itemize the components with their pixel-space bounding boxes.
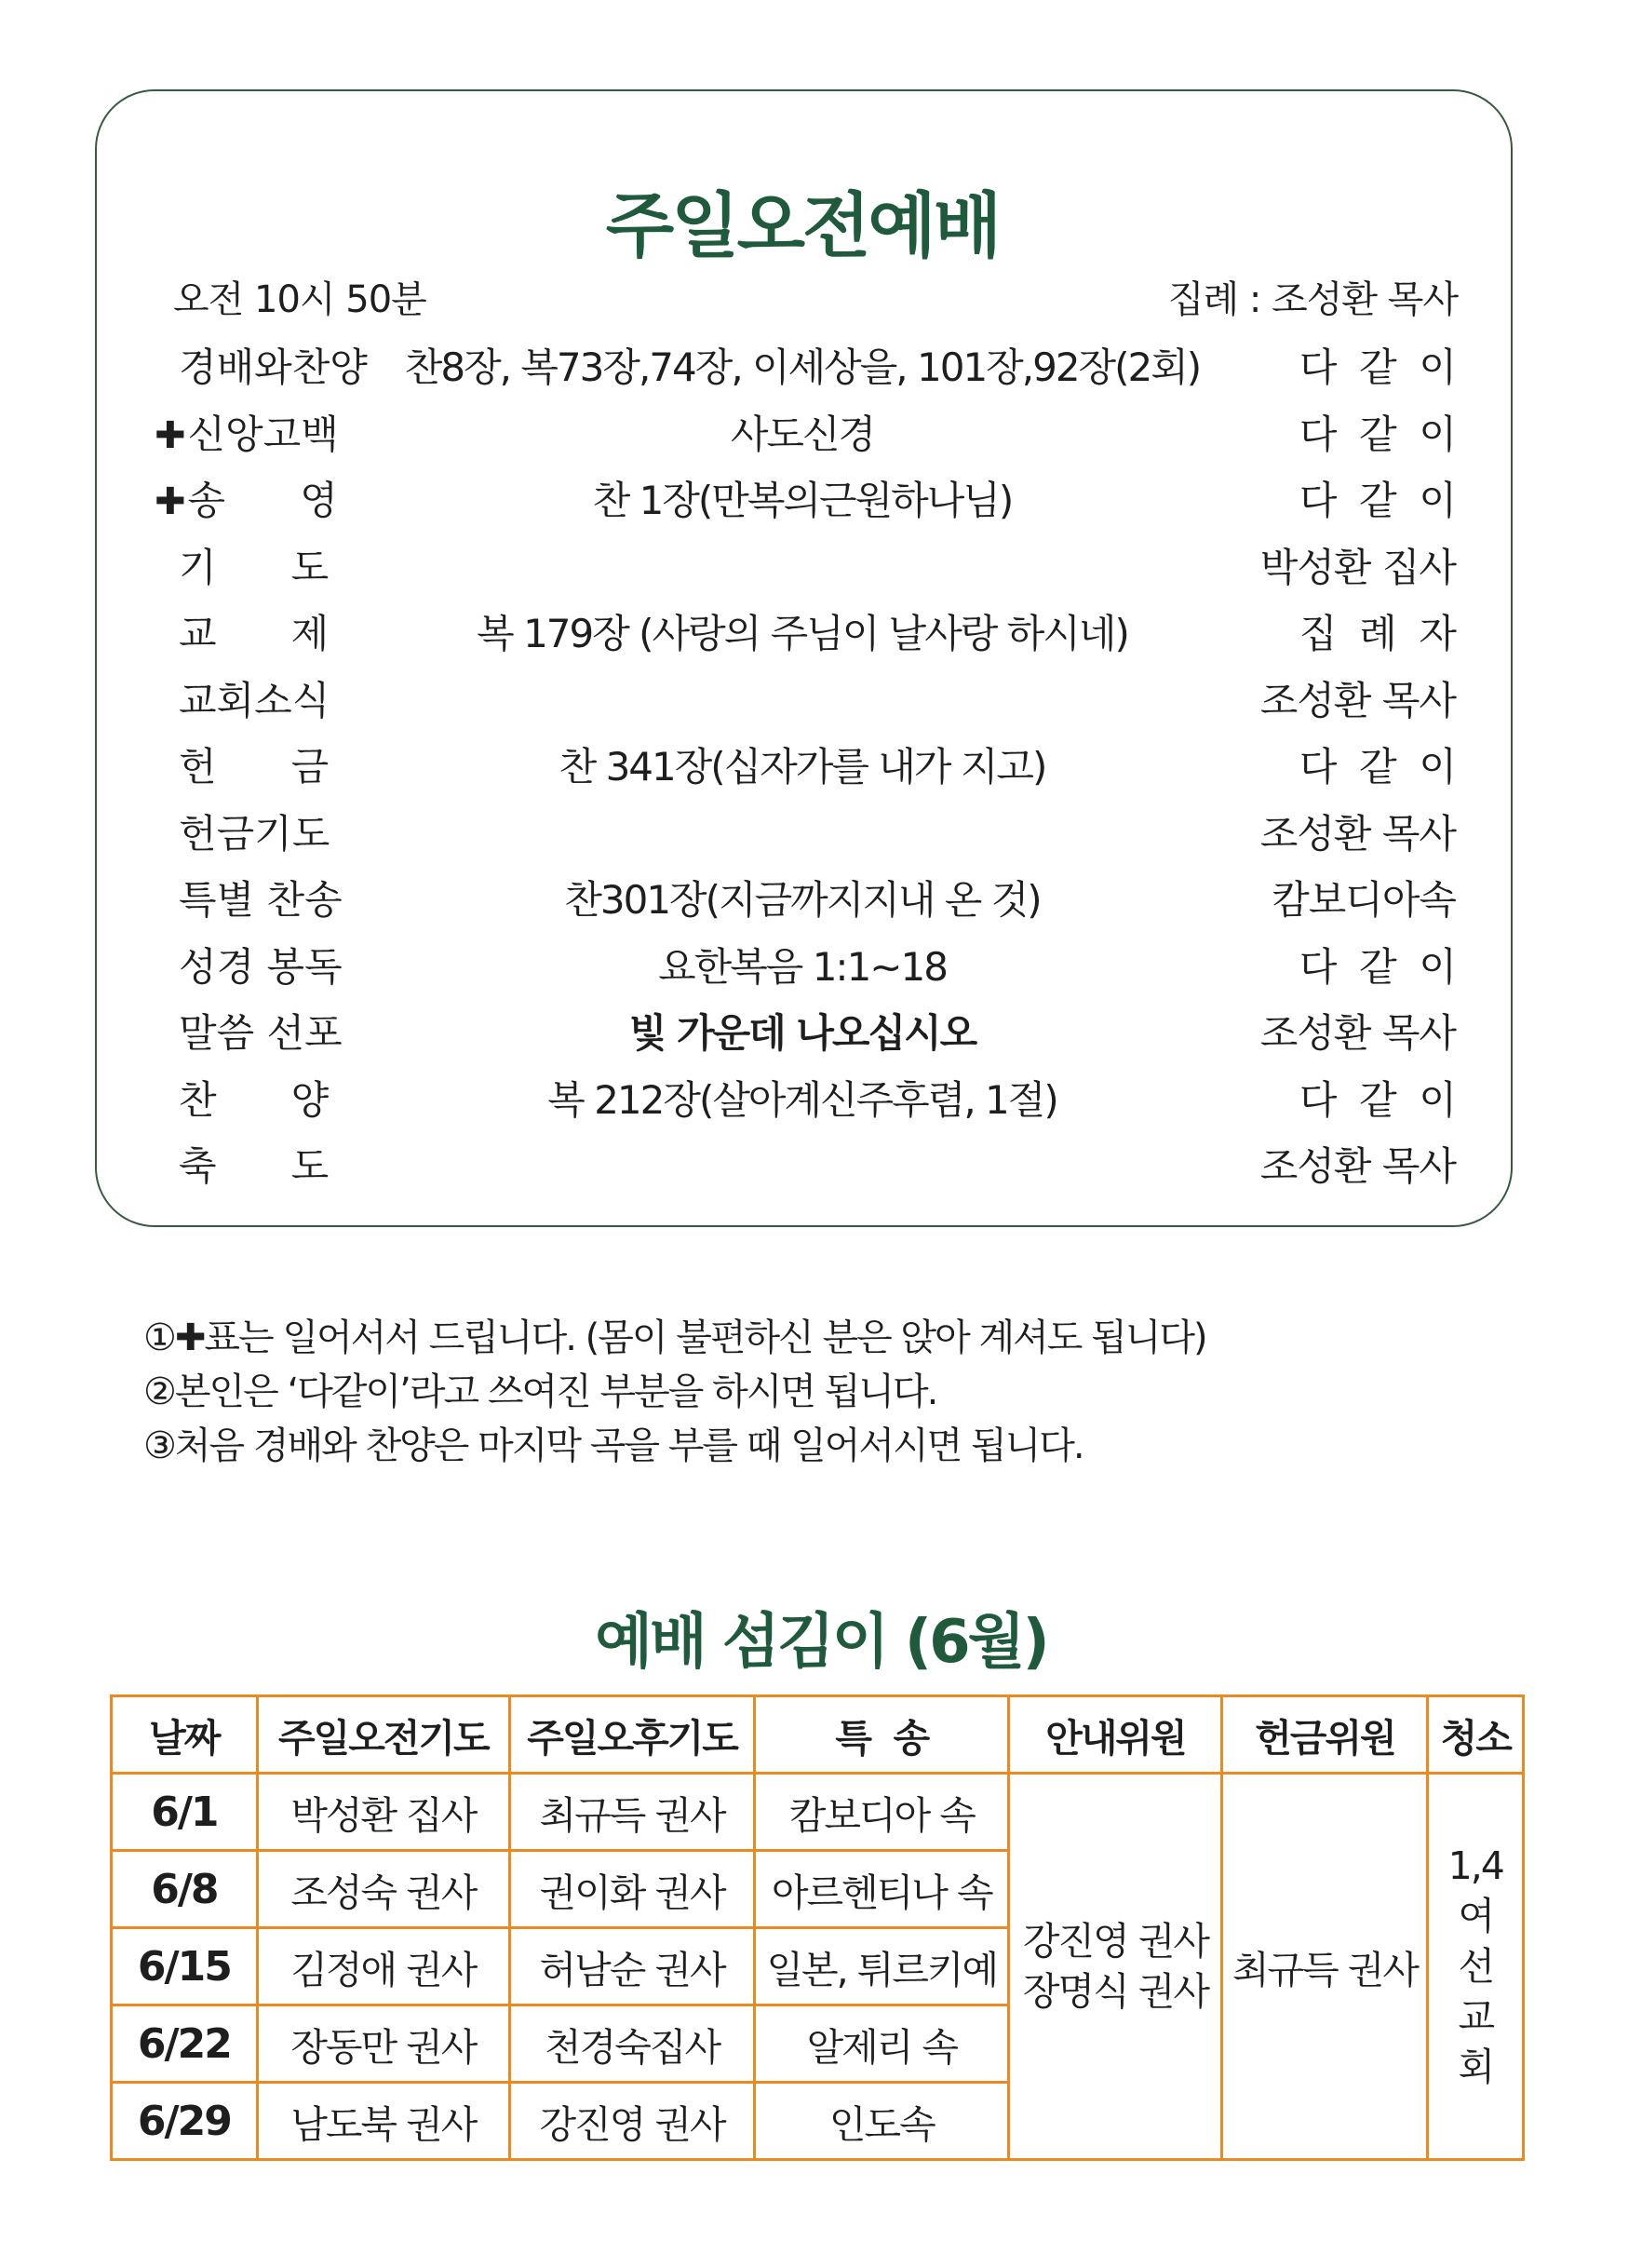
order-item-content: 요한복음 1:1~18 <box>658 943 947 990</box>
header-afternoon-prayer: 주일오후기도 <box>509 1696 754 1774</box>
order-item-content: 찬301장(지금까지지내 온 것) <box>564 877 1041 923</box>
order-item-name <box>155 1003 393 1059</box>
header-cleaning: 청소 <box>1428 1696 1524 1774</box>
order-item-leader: 다 같 이 <box>1299 943 1456 990</box>
order-item-name <box>155 803 393 859</box>
order-item-name <box>155 1136 393 1192</box>
order-item-leader: 박성환 집사 <box>1259 544 1456 590</box>
order-row <box>0 470 1642 535</box>
order-item-leader: 다 같 이 <box>1299 478 1456 523</box>
note-1: ①✚표는 일어서서 드립니다. (몸이 불편하신 분은 앉아 계셔도 됩니다) <box>143 1316 1206 1359</box>
order-row <box>0 1070 1642 1135</box>
order-item-content: 찬8장, 복73장,74장, 이세상을, 101장,92장(2회) <box>404 344 1201 390</box>
header-special-song: 특 송 <box>755 1696 1009 1774</box>
order-item-leader: 조성환 목사 <box>1259 1143 1456 1189</box>
row-date: 6/1 <box>112 1774 258 1851</box>
note-3: ③처음 경배와 찬양은 마지막 곡을 부를 때 일어서시면 됩니다. <box>143 1424 1083 1467</box>
service-title: 주일오전예배 <box>605 184 1000 267</box>
order-item-content: 복 212장(살아계신주후렴, 1절) <box>547 1076 1057 1123</box>
order-row <box>0 670 1642 736</box>
row-date: 6/29 <box>112 2083 258 2160</box>
service-time: 오전 10시 50분 <box>173 278 426 321</box>
order-row <box>0 1136 1642 1201</box>
order-item-leader: 조성환 목사 <box>1259 1010 1456 1056</box>
order-item-content: 찬 1장(만복의근원하나님) <box>592 478 1013 523</box>
order-item-leader: 캄보디아속 <box>1272 877 1456 923</box>
row-special: 캄보디아 속 <box>755 1774 1009 1851</box>
order-row <box>0 537 1642 602</box>
table-header-row <box>112 1696 1524 1774</box>
order-item-name <box>155 337 393 393</box>
table-row <box>112 1774 1524 1851</box>
order-item-leader: 조성환 목사 <box>1259 677 1456 723</box>
service-presider: 집례 : 조성환 목사 <box>1167 278 1458 321</box>
order-item-name <box>155 470 369 526</box>
order-item-content: 찬 341장(십자가를 내가 지고) <box>559 744 1046 790</box>
usher-2: 장명식 권사 <box>1022 1969 1208 2014</box>
order-item-label: 교회소식 <box>179 677 330 723</box>
order-item-name <box>155 603 393 659</box>
row-morning: 장동만 권사 <box>257 2005 509 2083</box>
cleaning-cell <box>1428 1774 1524 2160</box>
order-item-content: 빛 가운데 나오십시오 <box>628 1010 976 1056</box>
stand-cross-icon: ✚ <box>155 480 186 523</box>
row-afternoon: 천경숙집사 <box>509 2005 754 2083</box>
order-row <box>0 603 1642 668</box>
order-item-leader: 집 례 자 <box>1299 611 1456 656</box>
row-afternoon: 권이화 권사 <box>509 1851 754 1928</box>
cleaning-line: 선 <box>1458 1944 1494 1989</box>
row-morning: 조성숙 권사 <box>257 1851 509 1928</box>
row-date: 6/22 <box>112 2005 258 2083</box>
row-morning: 김정애 권사 <box>257 1928 509 2005</box>
order-item-name <box>155 404 369 460</box>
order-item-label: 경배와찬양 <box>179 344 368 390</box>
order-row <box>0 937 1642 1002</box>
row-date: 6/8 <box>112 1851 258 1928</box>
order-item-label: 송 영 <box>187 478 338 523</box>
order-item-label: 성경 봉독 <box>179 943 343 990</box>
header-ushers: 안내위원 <box>1009 1696 1222 1774</box>
order-item-leader: 다 같 이 <box>1299 411 1456 457</box>
order-row <box>0 870 1642 935</box>
header-morning-prayer: 주일오전기도 <box>257 1696 509 1774</box>
order-row <box>0 1003 1642 1068</box>
order-item-label: 특별 찬송 <box>179 877 343 923</box>
row-afternoon: 허남순 권사 <box>509 1928 754 2005</box>
order-item-label: 헌 금 <box>179 744 330 790</box>
order-item-name <box>155 537 393 593</box>
notes <box>143 1311 1206 1473</box>
order-item-leader: 조성환 목사 <box>1259 810 1456 857</box>
order-row <box>0 404 1642 469</box>
roster-title: 예배 섬김이 (6월) <box>595 1608 1047 1677</box>
order-item-name <box>155 870 393 925</box>
order-item-content: 복 179장 (사랑의 주님이 날사랑 하시네) <box>477 611 1128 656</box>
order-row <box>0 736 1642 802</box>
usher-1: 강진영 권사 <box>1022 1919 1208 1964</box>
cleaning-line: 1,4 <box>1447 1843 1503 1888</box>
header-date: 날짜 <box>112 1696 258 1774</box>
order-item-label: 교 제 <box>179 611 330 656</box>
cleaning-line: 여 <box>1458 1894 1494 1938</box>
order-row <box>0 337 1642 402</box>
order-item-label: 기 도 <box>179 544 330 590</box>
row-afternoon: 강진영 권사 <box>509 2083 754 2160</box>
order-item-name <box>155 670 393 726</box>
cleaning-line: 회 <box>1458 2045 1494 2089</box>
order-item-leader: 다 같 이 <box>1299 1076 1456 1123</box>
order-item-label: 말씀 선포 <box>179 1010 343 1056</box>
order-row <box>0 803 1642 869</box>
ushers-cell <box>1009 1774 1222 2160</box>
order-item-name <box>155 736 393 792</box>
cleaning-line: 교 <box>1458 1994 1494 2039</box>
order-item-label: 신앙고백 <box>187 411 339 457</box>
offering-cell: 최규득 권사 <box>1222 1774 1428 2160</box>
row-special: 인도속 <box>755 2083 1009 2160</box>
order-item-label: 헌금기도 <box>179 810 330 857</box>
order-item-content: 사도신경 <box>730 411 875 457</box>
order-item-name <box>155 937 393 992</box>
row-morning: 박성환 집사 <box>257 1774 509 1851</box>
order-item-label: 축 도 <box>179 1143 330 1189</box>
row-afternoon: 최규득 권사 <box>509 1774 754 1851</box>
row-date: 6/15 <box>112 1928 258 2005</box>
header-offering: 헌금위원 <box>1222 1696 1428 1774</box>
stand-cross-icon: ✚ <box>155 413 186 457</box>
note-2: ②본인은 ‘다같이’라고 쓰여진 부분을 하시면 됩니다. <box>143 1370 937 1413</box>
row-special: 일본, 튀르키예 <box>755 1928 1009 2005</box>
order-item-label: 찬 양 <box>179 1076 330 1123</box>
row-special: 아르헨티나 속 <box>755 1851 1009 1928</box>
row-morning: 남도북 권사 <box>257 2083 509 2160</box>
row-special: 알제리 속 <box>755 2005 1009 2083</box>
order-item-leader: 다 같 이 <box>1299 744 1456 790</box>
order-item-leader: 다 같 이 <box>1299 344 1456 390</box>
roster-table <box>110 1694 1525 2161</box>
order-item-name <box>155 1070 393 1126</box>
